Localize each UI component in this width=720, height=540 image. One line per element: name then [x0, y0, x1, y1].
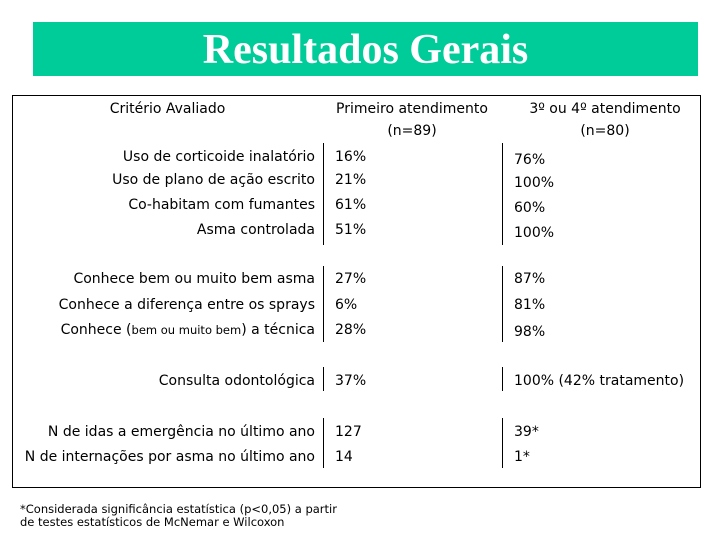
row-criterio: N de internações por asma no último ano — [24, 449, 315, 465]
row-primeiro: 16% — [335, 149, 367, 165]
row-criterio: Conhece bem ou muito bem asma — [73, 271, 315, 287]
header-terceiro-title: 3º ou 4º atendimento — [529, 101, 681, 117]
row-terceiro: 81% — [514, 297, 546, 313]
header-primeiro-title: Primeiro atendimento — [336, 101, 488, 117]
header-criterio: Critério Avaliado — [109, 101, 226, 117]
row-criterio — [61, 319, 315, 341]
table-row — [12, 146, 701, 168]
row-primeiro: 21% — [335, 172, 367, 188]
row-terceiro: 100% (42% tratamento) — [514, 373, 685, 389]
table-row — [12, 194, 701, 216]
row-terceiro: 98% — [514, 324, 546, 340]
table-row — [12, 169, 701, 191]
header-terceiro-n: (n=80) — [580, 123, 630, 139]
table-row — [12, 319, 701, 341]
row-criterio: N de idas a emergência no último ano — [47, 424, 315, 440]
row-primeiro: 61% — [335, 197, 367, 213]
row-terceiro: 60% — [514, 200, 546, 216]
row-criterio: Uso de corticoide inalatório — [122, 149, 315, 165]
row-criterio-small: bem ou muito bem — [131, 323, 242, 337]
table-row — [12, 294, 701, 316]
footnote-line: de testes estatísticos de McNemar e Wilcoxon — [20, 515, 285, 529]
row-primeiro: 14 — [335, 449, 353, 465]
table-row — [12, 446, 701, 468]
row-primeiro: 37% — [335, 373, 367, 389]
table-row — [12, 219, 701, 241]
footnote-line: *Considerada significância estatística (p<0,05) a partir — [20, 502, 337, 516]
row-criterio: Consulta odontológica — [158, 373, 315, 389]
table-row — [12, 268, 701, 290]
row-criterio: Conhece a diferença entre os sprays — [58, 297, 315, 313]
row-terceiro: 76% — [514, 152, 546, 168]
header-primeiro — [326, 98, 498, 142]
row-criterio-pre: Conhece ( — [60, 322, 132, 338]
row-terceiro: 39* — [514, 424, 539, 440]
row-primeiro: 127 — [335, 424, 362, 440]
row-primeiro: 6% — [335, 297, 358, 313]
row-primeiro: 28% — [335, 322, 367, 338]
row-primeiro: 51% — [335, 222, 367, 238]
footnote — [20, 503, 337, 529]
row-terceiro: 87% — [514, 271, 546, 287]
slide-title: Resultados Gerais — [202, 27, 529, 73]
row-criterio: Asma controlada — [196, 222, 315, 238]
row-criterio: Co-habitam com fumantes — [128, 197, 315, 213]
header-primeiro-n: (n=89) — [387, 123, 437, 139]
table-row — [12, 370, 701, 392]
row-criterio-post: ) a técnica — [241, 322, 315, 338]
row-terceiro: 1* — [514, 449, 530, 465]
row-terceiro: 100% — [514, 175, 555, 191]
title-banner — [33, 22, 698, 76]
row-primeiro: 27% — [335, 271, 367, 287]
row-terceiro: 100% — [514, 225, 555, 241]
row-criterio: Uso de plano de ação escrito — [112, 172, 315, 188]
header-terceiro — [515, 98, 695, 142]
table-row — [12, 421, 701, 443]
